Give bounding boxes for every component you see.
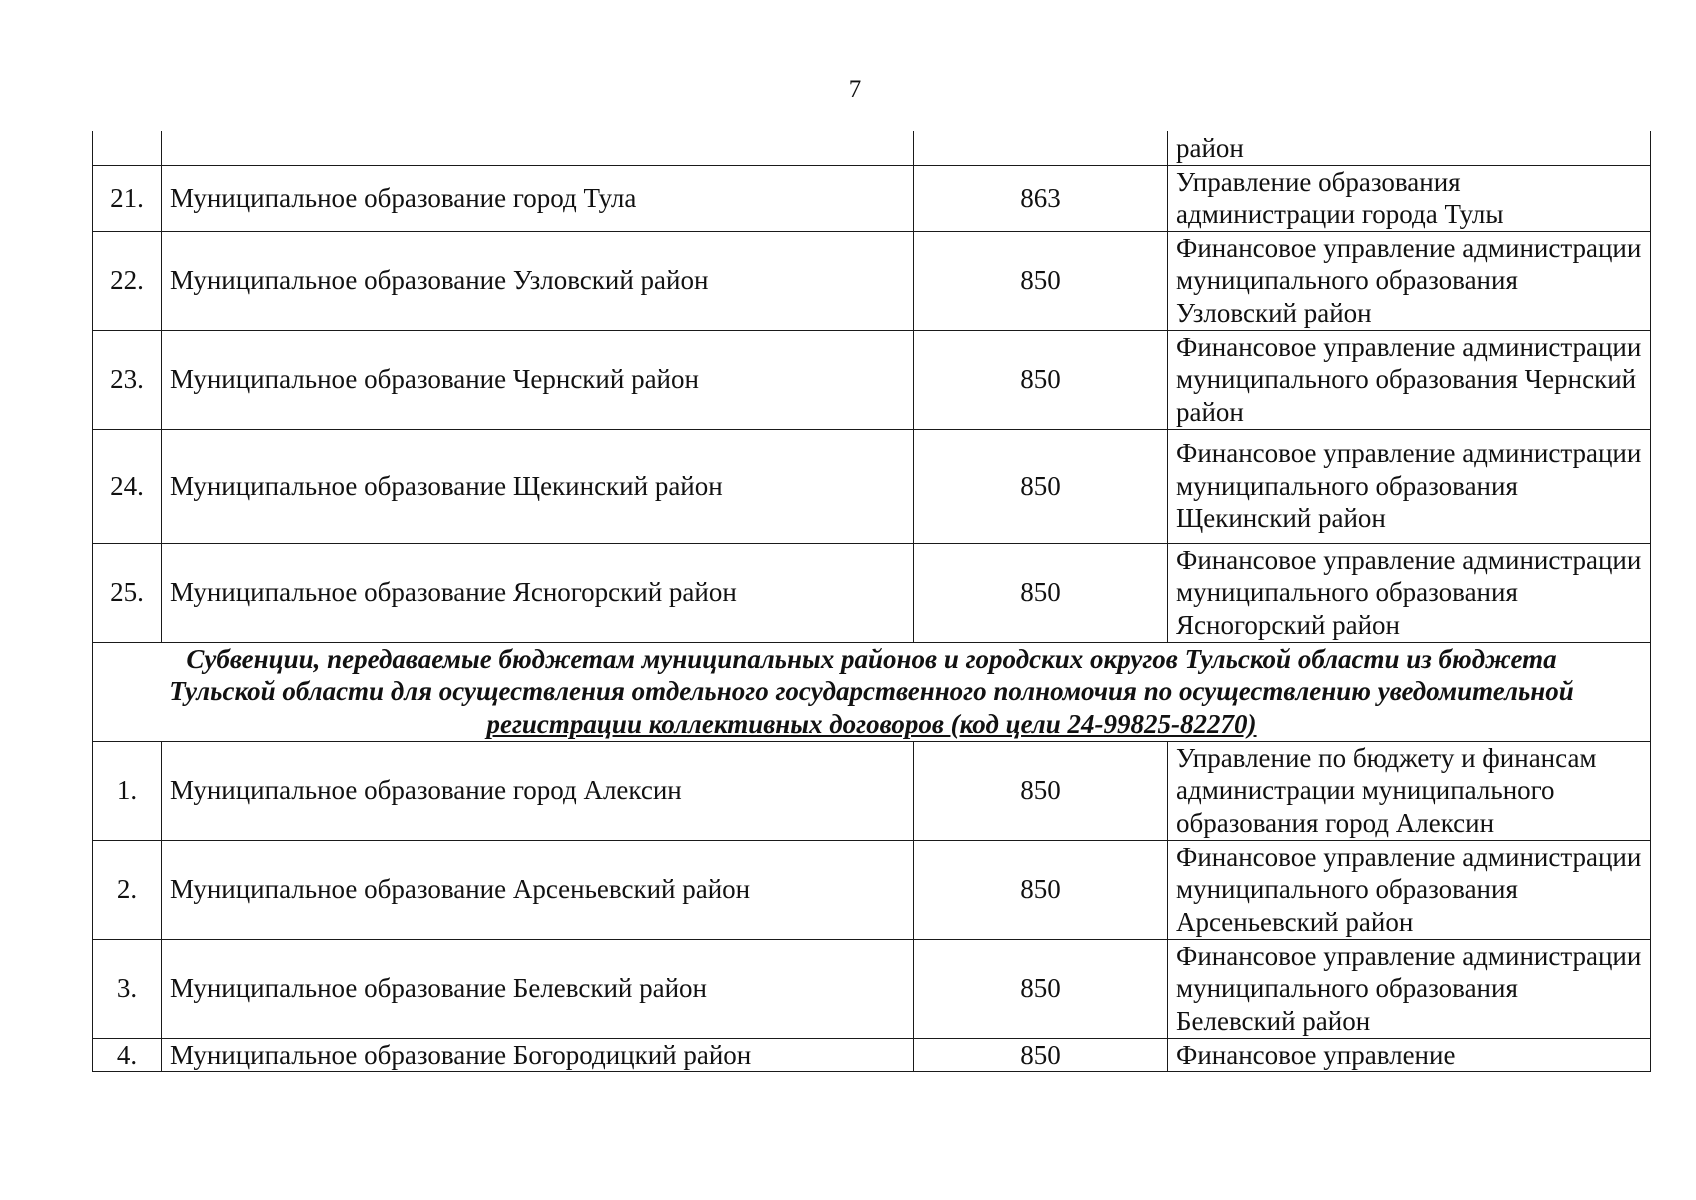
administrator-cell: Финансовое управление администрации муниципального образования Белевский район — [1168, 939, 1651, 1038]
administrator-cell: Управление образования администрации города Тулы — [1168, 165, 1651, 231]
code-cell: 850 — [914, 840, 1168, 939]
municipality-name-cell: Муниципальное образование Белевский район — [162, 939, 914, 1038]
code-cell: 863 — [914, 165, 1168, 231]
table-row — [93, 1038, 1651, 1072]
municipality-name-cell: Муниципальное образование Чернский район — [162, 330, 914, 429]
administrator-cell: Финансовое управление — [1168, 1038, 1651, 1072]
row-number-cell: 3. — [93, 939, 162, 1038]
row-number-cell: 25. — [93, 543, 162, 642]
code-cell: 850 — [914, 741, 1168, 840]
section-header-row — [93, 642, 1651, 741]
municipality-name-cell: Муниципальное образование город Алексин — [162, 741, 914, 840]
municipality-name-cell: Муниципальное образование Арсеньевский район — [162, 840, 914, 939]
table-row — [93, 840, 1651, 939]
table-row-continuation — [93, 131, 1651, 165]
administrator-cell: Финансовое управление администрации муниципального образования Щекинский район — [1168, 429, 1651, 543]
table-row — [93, 429, 1651, 543]
table-row — [93, 741, 1651, 840]
municipality-name-cell — [162, 131, 914, 165]
administrator-cell: Управление по бюджету и финансам администрации муниципального образования город Алексин — [1168, 741, 1651, 840]
administrator-cell: Финансовое управление администрации муниципального образования Узловский район — [1168, 231, 1651, 330]
page-number: 7 — [848, 76, 862, 103]
row-number-cell: 4. — [93, 1038, 162, 1072]
code-cell: 850 — [914, 543, 1168, 642]
table-row — [93, 543, 1651, 642]
row-number-cell: 1. — [93, 741, 162, 840]
administrator-cell: Финансовое управление администрации муниципального образования Арсеньевский район — [1168, 840, 1651, 939]
row-number-cell: 21. — [93, 165, 162, 231]
row-number-cell: 24. — [93, 429, 162, 543]
section-heading-line: регистрации коллективных договоров (код цели 24-99825-82270) — [486, 708, 1257, 739]
row-number-cell: 22. — [93, 231, 162, 330]
municipality-name-cell: Муниципальное образование город Тула — [162, 165, 914, 231]
code-cell: 850 — [914, 330, 1168, 429]
code-cell: 850 — [914, 939, 1168, 1038]
municipal-table — [92, 131, 1651, 1072]
code-cell — [914, 131, 1168, 165]
row-number-cell — [93, 131, 162, 165]
row-number-cell: 2. — [93, 840, 162, 939]
row-number-cell: 23. — [93, 330, 162, 429]
section-heading-line: Субвенции, передаваемые бюджетам муниципальных районов и городских округов Тульской области из бюджета — [186, 643, 1557, 674]
administrator-cell: Финансовое управление администрации муниципального образования Чернский район — [1168, 330, 1651, 429]
code-cell: 850 — [914, 429, 1168, 543]
municipality-name-cell: Муниципальное образование Щекинский район — [162, 429, 914, 543]
code-cell: 850 — [914, 1038, 1168, 1072]
municipality-name-cell: Муниципальное образование Узловский район — [162, 231, 914, 330]
table-row — [93, 939, 1651, 1038]
table-row — [93, 165, 1651, 231]
municipality-name-cell: Муниципальное образование Ясногорский район — [162, 543, 914, 642]
section-heading-line: Тульской области для осуществления отдельного государственного полномочия по осуществлению уведомительной — [169, 676, 1574, 707]
code-cell: 850 — [914, 231, 1168, 330]
administrator-cell: район — [1168, 131, 1651, 165]
municipality-name-cell: Муниципальное образование Богородицкий район — [162, 1038, 914, 1072]
table-row — [93, 231, 1651, 330]
section-heading — [93, 642, 1651, 741]
table-row — [93, 330, 1651, 429]
administrator-cell: Финансовое управление администрации муниципального образования Ясногорский район — [1168, 543, 1651, 642]
